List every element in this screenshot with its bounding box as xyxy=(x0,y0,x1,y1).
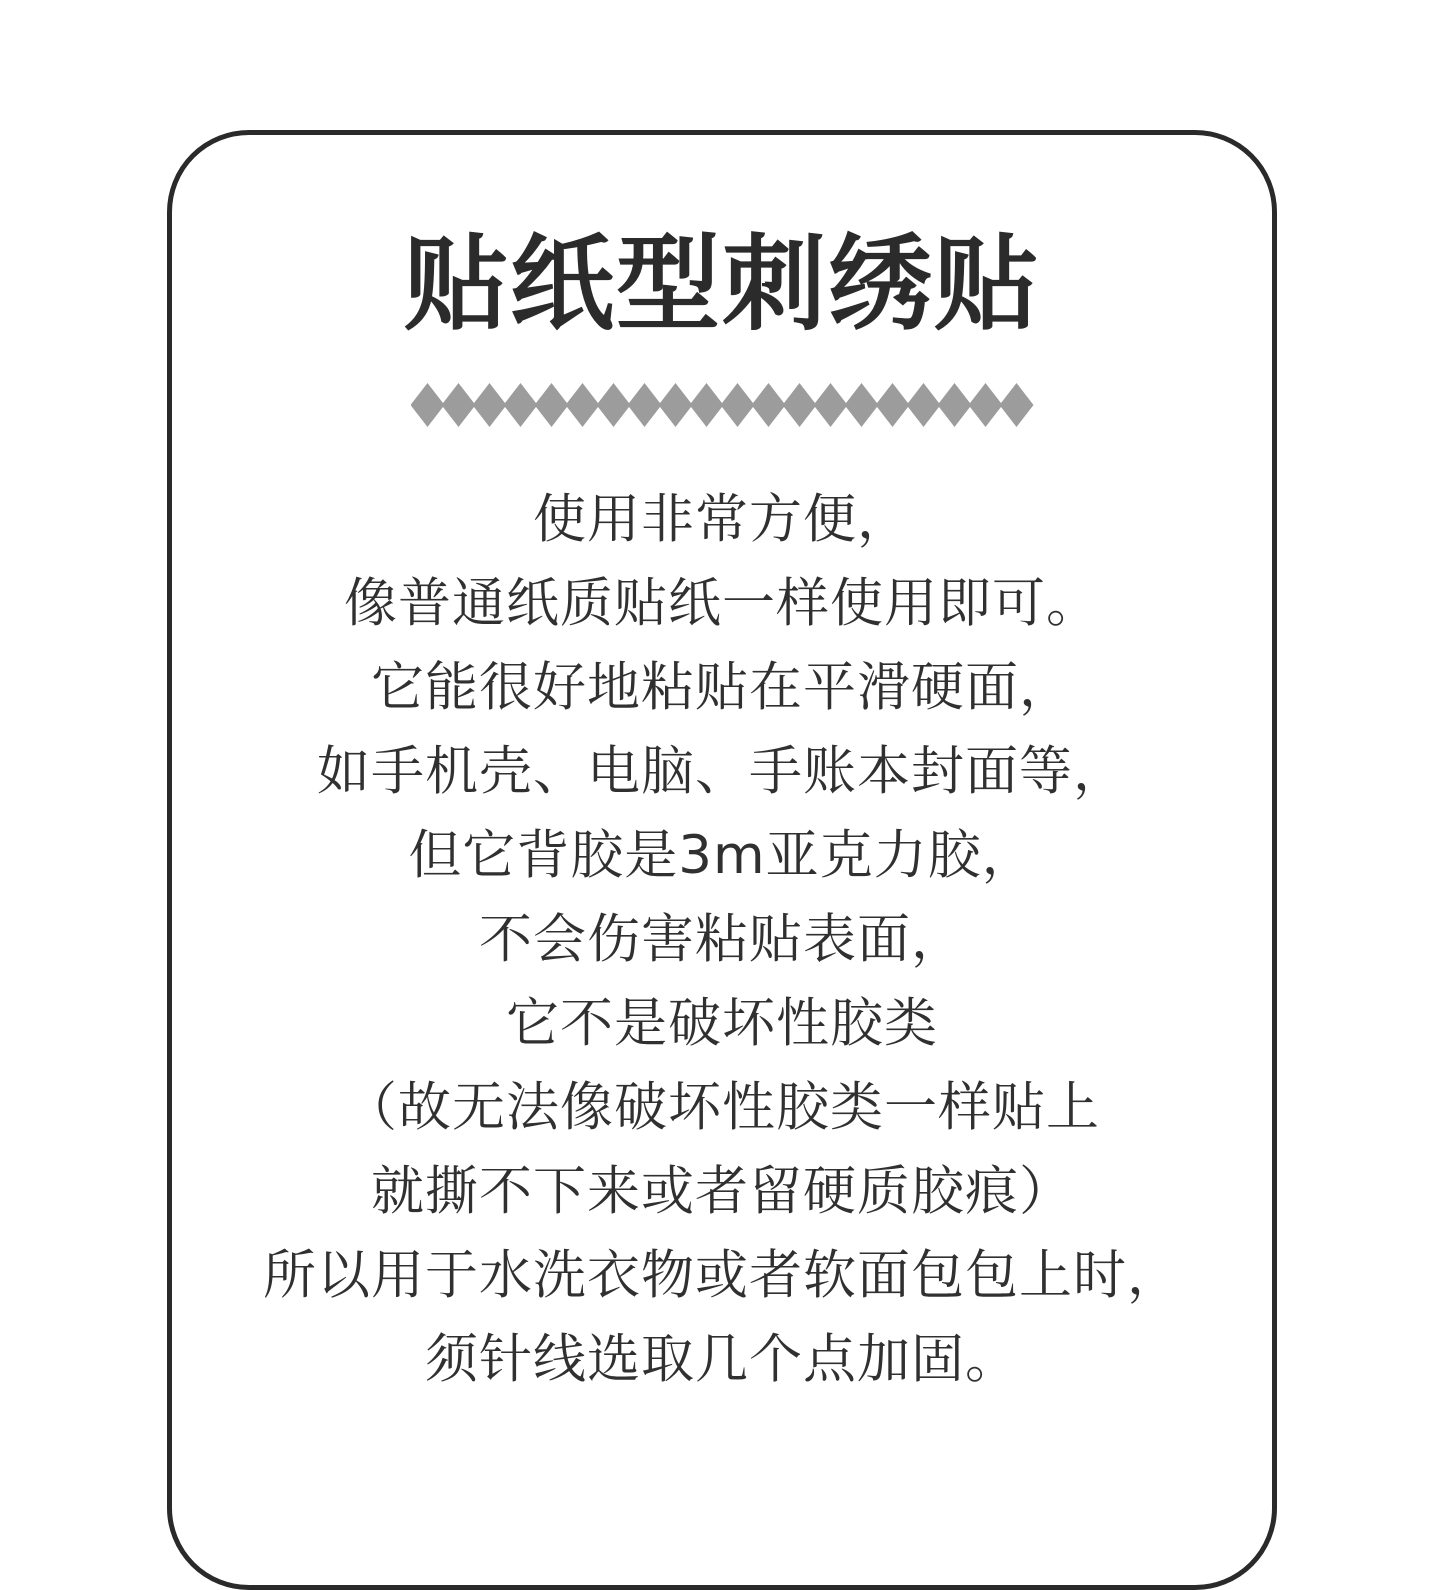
diamond-icon xyxy=(597,383,631,427)
diamond-icon xyxy=(969,383,1003,427)
diamond-icon xyxy=(845,383,879,427)
description-line: 须针线选取几个点加固。 xyxy=(425,1329,1019,1390)
diamond-icon xyxy=(876,383,910,427)
diamond-icon xyxy=(659,383,693,427)
description-line: 它不是破坏性胶类 xyxy=(506,993,938,1054)
diamond-icon xyxy=(907,383,941,427)
diamond-icon xyxy=(752,383,786,427)
description-text xyxy=(172,478,1272,1402)
description-line: （故无法像破坏性胶类一样贴上 xyxy=(344,1077,1100,1138)
diamond-icon xyxy=(628,383,662,427)
description-line: 它能很好地粘贴在平滑硬面， xyxy=(371,657,1073,718)
description-line: 如手机壳、电脑、手账本封面等， xyxy=(317,741,1127,802)
description-line: 像普通纸质贴纸一样使用即可。 xyxy=(344,573,1100,634)
description-line: 但它背胶是3m亚克力胶， xyxy=(408,825,1036,886)
diamond-icon xyxy=(566,383,600,427)
diamond-icon xyxy=(690,383,724,427)
diamond-icon xyxy=(535,383,569,427)
diamond-icon xyxy=(411,383,445,427)
page-title: 贴纸型刺绣贴 xyxy=(403,223,1040,345)
diamond-icon xyxy=(1000,383,1034,427)
description-line: 就撕不下来或者留硬质胶痕） xyxy=(371,1161,1073,1222)
product-info-card xyxy=(167,130,1277,1590)
diamond-icon xyxy=(504,383,538,427)
description-line: 所以用于水洗衣物或者软面包包上时， xyxy=(263,1245,1181,1306)
diamond-icon xyxy=(814,383,848,427)
diamond-icon xyxy=(473,383,507,427)
diamond-divider xyxy=(172,383,1272,427)
diamond-icon xyxy=(938,383,972,427)
diamond-icon xyxy=(783,383,817,427)
diamond-icon xyxy=(442,383,476,427)
diamond-icon xyxy=(721,383,755,427)
description-line: 不会伤害粘贴表面， xyxy=(479,909,965,970)
description-line: 使用非常方便， xyxy=(533,489,911,550)
